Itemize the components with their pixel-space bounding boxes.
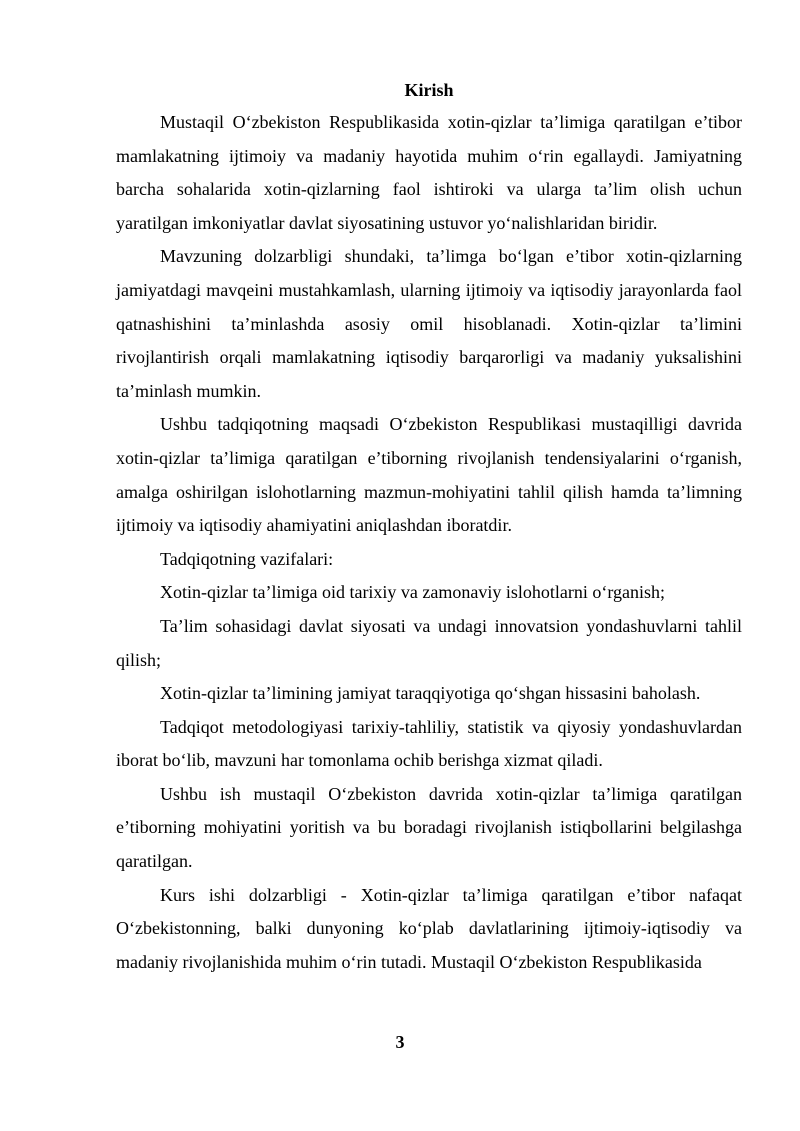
paragraph-task-1: Xotin-qizlar ta’limiga oid tarixiy va zamonaviy islohotlarni o‘rganish; [160, 582, 666, 603]
paragraph-methodology: Tadqiqot metodologiyasi tarixiy-tahliliy, statistik va qiyosiy yondashuvlardan iborat bo‘lib, mavzuni har tomonlama ochib berishga xizmat qiladi. [116, 716, 742, 771]
paragraph-task-3: Xotin-qizlar ta’limining jamiyat taraqqiyotiga qo‘shgan hissasini baholash. [160, 683, 701, 704]
paragraph-course-relevance: Kurs ishi dolzarbligi - Xotin-qizlar ta’limiga qaratilgan e’tibor nafaqat O‘zbekistonning, balki dunyoning ko‘plab davlatlarining ijtimoiy-iqtisodiy va madaniy rivojlanishida muhim o‘rin tutadi. Mustaqil O‘zbekiston Respublikasida [116, 884, 742, 972]
paragraph-purpose: Ushbu ish mustaqil O‘zbekiston davrida xotin-qizlar ta’limiga qaratilgan e’tiborning mohiyatini yoritish va bu boradagi rivojlanish istiqbollarini belgilashga qaratilgan. [116, 783, 742, 872]
paragraph-tasks-heading: Tadqiqotning vazifalari: [160, 548, 334, 569]
paragraph-task-2: Ta’lim sohasidagi davlat siyosati va undagi innovatsion yondashuvlarni tahlil qilish; [116, 615, 742, 670]
paragraph-intro: Mustaqil O‘zbekiston Respublikasida xotin-qizlar ta’limiga qaratilgan e’tibor mamlakatning ijtimoiy va madaniy hayotida muhim o‘rin egallaydi. Jamiyatning barcha sohalarida xotin-qizlarning faol ishtiroki va ularga ta’lim olish uchun yaratilgan imkoniyatlar davlat siyosatining ustuvor yo‘nalishlaridan biridir. [116, 112, 742, 233]
page-number: 3 [395, 1032, 405, 1052]
page-body [116, 74, 742, 979]
paragraph-goal: Ushbu tadqiqotning maqsadi O‘zbekiston Respublikasi mustaqilligi davrida xotin-qizlar ta’limiga qaratilgan e’tiborning rivojlanish tendensiyalarini o‘rganish, amalga oshirilgan islohotlarning mazmun-mohiyatini tahlil qilish hamda ta’limning ijtimoiy va iqtisodiy ahamiyatini aniqlashdan iboratdir. [116, 414, 742, 536]
section-title: Kirish [404, 80, 454, 100]
paragraph-relevance: Mavzuning dolzarbligi shundaki, ta’limga bo‘lgan e’tibor xotin-qizlarning jamiyatdagi mavqeini mustahkamlash, ularning ijtimoiy va iqtisodiy jarayonlarda faol qatnashishini ta’minlashda asosiy omil hisoblanadi. Xotin-qizlar ta’limini rivojlantirish orqali mamlakatning iqtisodiy barqarorligi va madaniy yuksalishini ta’minlash mumkin. [116, 246, 742, 401]
